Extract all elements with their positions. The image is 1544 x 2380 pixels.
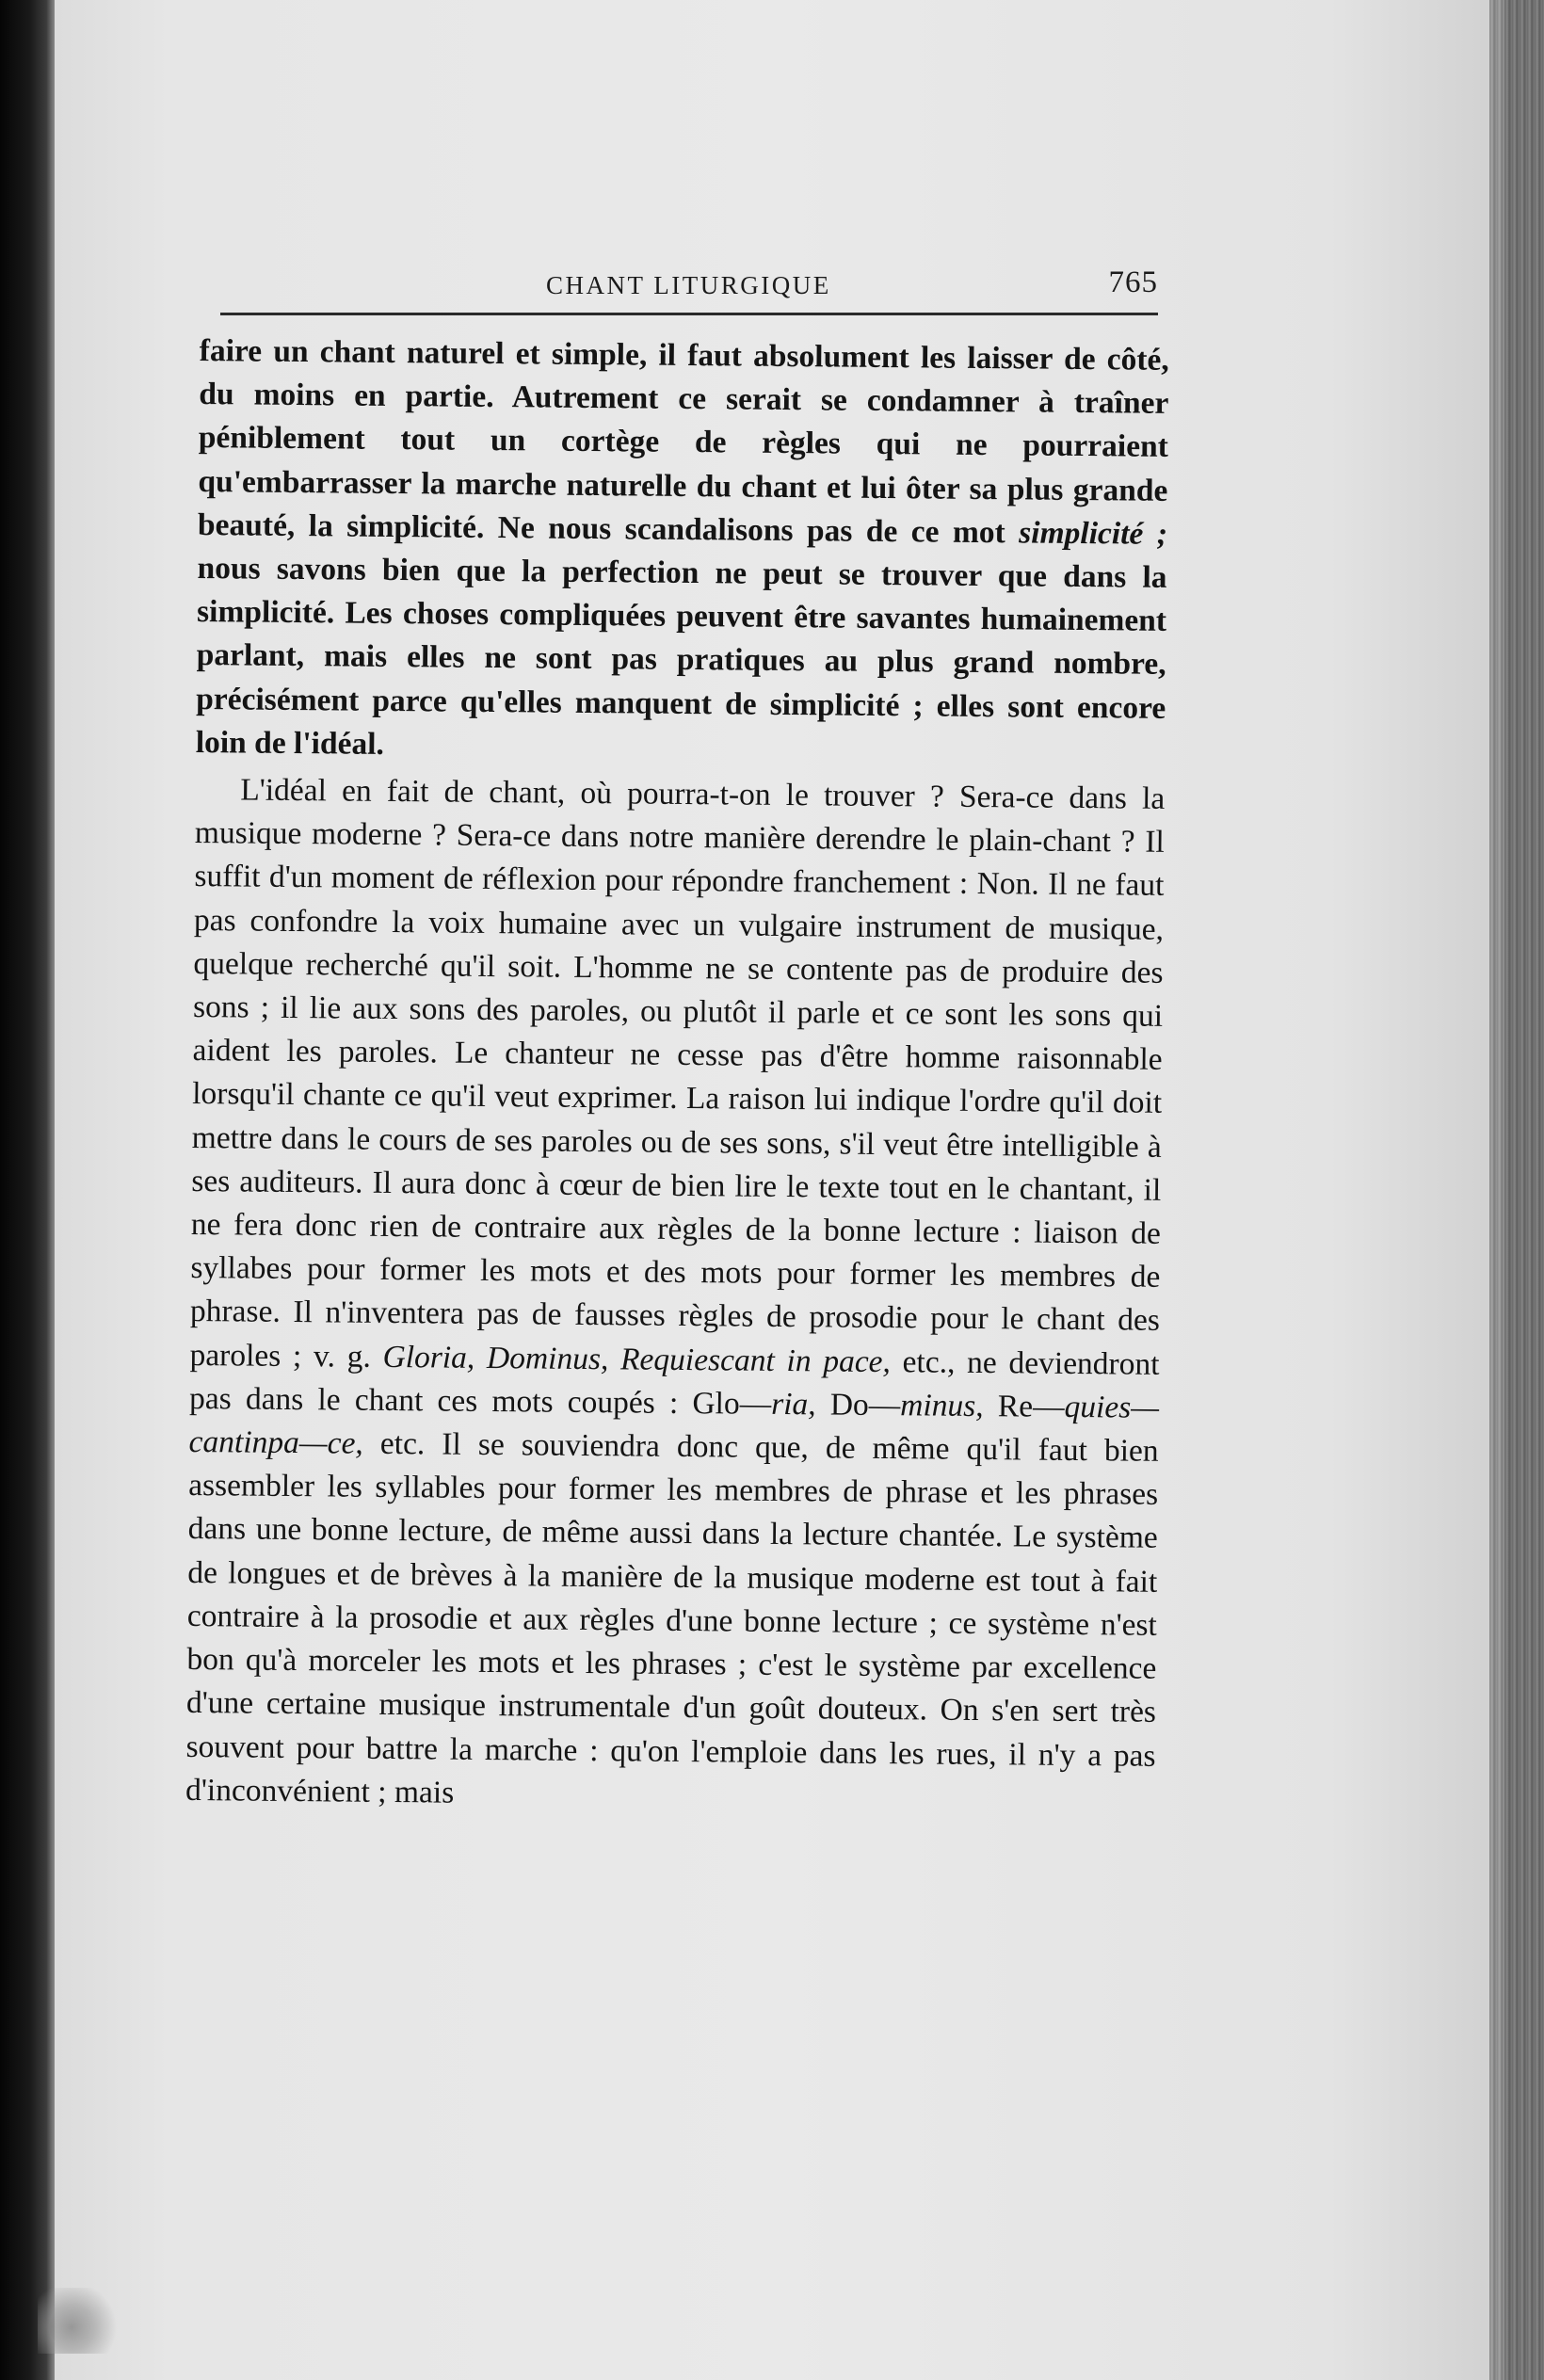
binding-shadow bbox=[0, 0, 55, 2380]
italic-run: simplicité ; bbox=[1019, 515, 1168, 552]
italic-run: quies—cantinpa—ce, bbox=[188, 1389, 1160, 1461]
text-run: L'idéal en fait de chant, où pourra-t-on le trouver ? Sera-ce dans la musique moderne ? Sera-ce dans notre manière derendre le plain-chant ? Il suffit d'un moment de réflexion pour répondre franchement : Non. Il ne faut pas confondre la voix humaine avec un vulgaire instrument de musique, quelque recherché qu'il soit. L'homme ne se contente pas de produire des sons ; il lie aux sons des paroles, ou plutôt il parle et ce sont les sons qui aident les paroles. Le chanteur ne cesse pas d'être homme raisonnable lorsqu'il chante ce qu'il veut exprimer. La raison lui indique l'ordre qu'il doit mettre dans le cours de ses paroles ou de ses sons, s'il veut être intelligible à ses auditeurs. Il aura donc à cœur de bien lire le texte tout en le chantant, il ne fera donc rien de contraire aux règles de la bonne lecture : liaison de syllabes pour former les mots et des mots pour former les membres de phrase. Il n'inventera pas de fausses règles de prosodie pour le chant des paroles ; v. g. bbox=[189, 772, 1166, 1375]
text-run: etc. Il se souviendra donc que, de même qu'il faut bien assembler les syllables pour former les membres de phrase et les phrases dans une bonne lecture, de même aussi dans la lecture chantée. Le système de longues et de brèves à la manière de la musique moderne est tout à fait contraire à la prosodie et aux règles d'une bonne lecture ; ce système n'est bon qu'à morceler les mots et les phrases ; c'est le système par excellence d'une certaine musique instrumentale d'un goût douteux. On s'en sert très souvent pour battre la marche : qu'on l'emploie dans les rues, il n'y a pas d'inconvénient ; mais bbox=[185, 1425, 1159, 1810]
italic-run: ria, bbox=[770, 1386, 816, 1423]
text-run: etc., ne deviendront pas dans le chant ces mots coupés : Glo— bbox=[188, 1343, 1160, 1422]
running-head: CHANT LITURGIQUE bbox=[546, 271, 831, 299]
page-number: 765 bbox=[1108, 265, 1158, 299]
header-rule bbox=[220, 313, 1158, 315]
paragraph-1 bbox=[196, 330, 1169, 774]
corner-stain bbox=[38, 2288, 122, 2354]
italic-run: minus, bbox=[900, 1388, 984, 1423]
page-edges bbox=[1489, 0, 1544, 2380]
paragraph-2 bbox=[185, 768, 1166, 1822]
text-run: Do— bbox=[815, 1387, 901, 1423]
text-run: nous savons bien que la perfection ne peut se trouver que dans la simplicité. Les choses compliquées peuvent être savantes humainement parlant, mais elles ne sont pas pratiques au plus grand nombre, précisément parce qu'elles manquent de simplicité ; elles sont encore loin de l'idéal. bbox=[195, 551, 1167, 762]
body-text bbox=[185, 330, 1169, 1822]
italic-run: Gloria, Dominus, Requiescant in pace, bbox=[382, 1339, 892, 1379]
page-header bbox=[220, 264, 1158, 311]
text-run: Re— bbox=[983, 1388, 1065, 1424]
text-run: faire un chant naturel et simple, il faut absolument les laisser de côté, du moins en partie. Autrement ce serait se condamner à traîner péniblement tout un cortège de règles qui ne pourraient qu'embarrasser la marche naturelle du chant et lui ôter sa plus grande beauté, la simplicité. Ne nous scandalisons pas de ce mot bbox=[197, 332, 1169, 551]
